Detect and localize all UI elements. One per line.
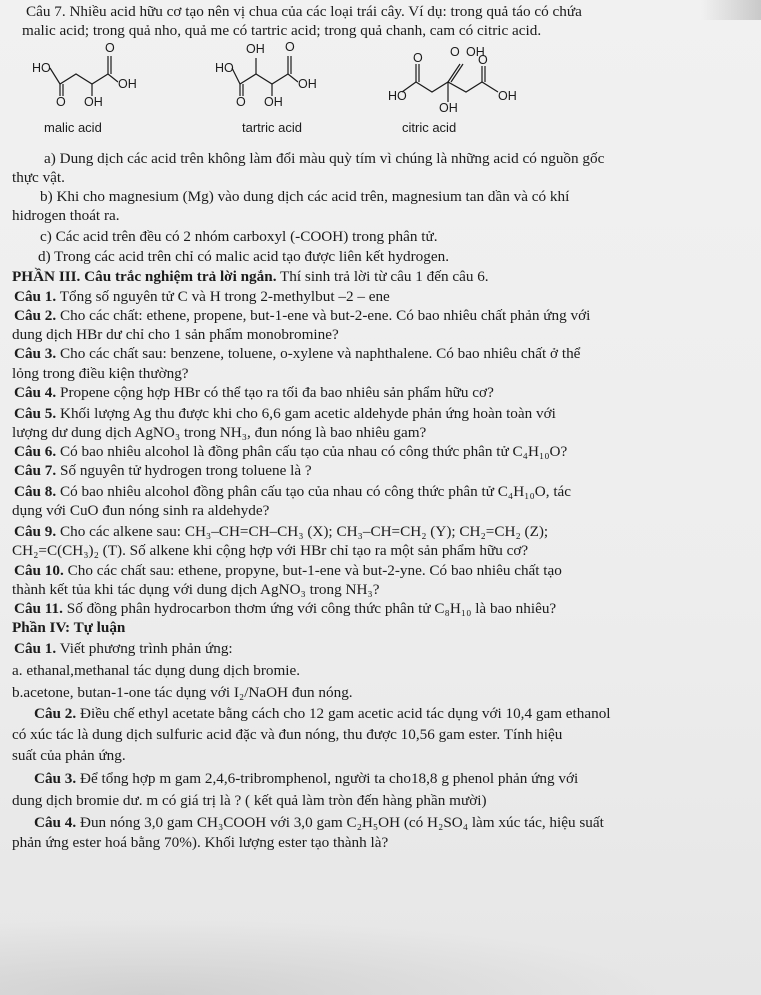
q7-statement-c: c) Các acid trên đều có 2 nhóm carboxyl (-COOH) trong phân tử. bbox=[40, 228, 438, 245]
part3-q2 bbox=[14, 307, 590, 325]
part3-q6 bbox=[14, 443, 567, 461]
part4-q2-cont: có xúc tác là dung dịch sulfuric acid đặc và đun nóng, thu được 10,56 gam ester. Tính hiệu bbox=[12, 726, 563, 743]
q7-statement-a: a) Dung dịch các acid trên không làm đổi màu quỳ tím vì chúng là những acid có nguồn gốc bbox=[44, 150, 605, 167]
citric-top-o-label: O bbox=[450, 45, 460, 59]
part3-q2-cont: dung dịch HBr dư chỉ cho 1 sản phẩm monobromine? bbox=[12, 326, 339, 343]
tartric-top-oh-label: OH bbox=[246, 42, 265, 56]
page-edge-shadow bbox=[701, 0, 761, 20]
part3-q7 bbox=[14, 462, 312, 480]
part3-q3-cont: lỏng trong điều kiện thường? bbox=[12, 365, 189, 382]
malic-right-oh-label: OH bbox=[118, 77, 137, 91]
tartric-ho-label: HO bbox=[215, 61, 234, 75]
q-number: Câu 4. bbox=[14, 384, 57, 401]
citric-acid-label: citric acid bbox=[402, 120, 457, 135]
part3-q5 bbox=[14, 405, 556, 423]
malic-ho-label: HO bbox=[32, 61, 51, 75]
q-number: Câu 1. bbox=[14, 640, 57, 657]
q-text: Viết phương trình phản ứng: bbox=[56, 640, 233, 657]
part3-q5-cont: lượng dư dung dịch AgNO₃ trong NH₃, đun nóng là bao nhiêu gam? bbox=[12, 424, 427, 441]
part3-q4 bbox=[14, 384, 494, 402]
q-number: Câu 10. bbox=[14, 562, 64, 579]
q-number: Câu 7. bbox=[14, 462, 57, 479]
part3-q8-cont: dụng với CuO đun nóng sinh ra aldehyde? bbox=[12, 502, 270, 519]
q-number: Câu 8. bbox=[14, 483, 57, 500]
malic-acid-label: malic acid bbox=[44, 120, 102, 135]
q-text: Để tổng hợp m gam 2,4,6-tribromphenol, người ta cho18,8 g phenol phản ứng với bbox=[76, 770, 579, 787]
q-text: Điều chế ethyl acetate bằng cách cho 12 gam acetic acid tác dụng với 10,4 gam ethanol bbox=[76, 705, 611, 722]
tartric-o-label: O bbox=[236, 95, 246, 109]
q7-intro-line1 bbox=[26, 3, 582, 21]
tartric-acid-label: tartric acid bbox=[242, 120, 302, 135]
part4-q1-b: b.acetone, butan-1-one tác dụng với I₂/NaOH đun nóng. bbox=[12, 684, 353, 701]
part4-q3-cont: dung dịch bromie dư. m có giá trị là ? ( kết quả làm tròn đến hàng phần mười) bbox=[12, 792, 487, 809]
part3-heading-line bbox=[12, 268, 489, 286]
part3-q3 bbox=[14, 345, 580, 363]
q-text: Cho các chất sau: ethene, propyne, but-1-ene và but-2-yne. Có bao nhiêu chất tạo bbox=[63, 562, 562, 579]
citric-ho-label: HO bbox=[388, 89, 407, 103]
part3-q9 bbox=[14, 523, 548, 541]
tartric-acid-structure bbox=[232, 56, 298, 96]
q-number: Câu 3. bbox=[14, 345, 57, 362]
citric-acid-structure bbox=[402, 64, 498, 102]
part4-heading: Phần IV: Tự luận bbox=[12, 619, 126, 636]
q-text: Có bao nhiêu alcohol đồng phân cấu tạo của nhau có công thức phân tử C₄H₁₀O, tác bbox=[56, 483, 572, 500]
q-text: Cho các alkene sau: CH₃–CH=CH–CH₃ (X); CH₃–CH=CH₂ (Y); CH₂=CH₂ (Z); bbox=[56, 523, 549, 540]
q-text: Số đồng phân hydrocarbon thơm ứng với công thức phân tử C₈H₁₀ là bao nhiêu? bbox=[62, 600, 557, 617]
q-text: Có bao nhiêu alcohol là đồng phân cấu tạo của nhau có công thức phân tử C₄H₁₀O? bbox=[56, 443, 568, 460]
q-text: Khối lượng Ag thu được khi cho 6,6 gam acetic aldehyde phản ứng hoàn toàn với bbox=[56, 405, 556, 422]
part3-q8 bbox=[14, 483, 571, 501]
part3-heading: PHẦN III. Câu trắc nghiệm trả lời ngắn. bbox=[12, 268, 277, 285]
q7-intro-text: Câu 7. Nhiều acid hữu cơ tạo nên vị chua của các loại trái cây. Ví dụ: trong quả táo có chứa bbox=[26, 3, 582, 20]
q7-statement-b: b) Khi cho magnesium (Mg) vào dung dịch các acid trên, magnesium tan dần và có khí bbox=[40, 188, 570, 205]
part4-q4-cont: phản ứng ester hoá bằng 70%). Khối lượng ester tạo thành là? bbox=[12, 834, 389, 851]
part3-q10 bbox=[14, 562, 562, 580]
part3-instruction: Thí sinh trả lời từ câu 1 đến câu 6. bbox=[276, 268, 489, 285]
q-number: Câu 2. bbox=[34, 705, 77, 722]
part3-q1 bbox=[14, 288, 390, 306]
citric-right-o-label: O bbox=[478, 53, 488, 67]
q-text: Số nguyên tử hydrogen trong toluene là ? bbox=[56, 462, 312, 479]
q7-statement-d: d) Trong các acid trên chỉ có malic acid tạo được liên kết hydrogen. bbox=[38, 248, 450, 265]
q7-statement-b-cont: hidrogen thoát ra. bbox=[12, 207, 120, 224]
q-number: Câu 11. bbox=[14, 600, 63, 617]
part3-q10-cont: thành kết tủa khi tác dụng với dung dịch AgNO₃ trong NH₃? bbox=[12, 581, 380, 598]
part3-q9-cont: CH₂=C(CH₃)₂ (T). Số alkene khi cộng hợp với HBr chỉ tạo ra một sản phẩm hữu cơ? bbox=[12, 542, 529, 559]
part4-q1-a: a. ethanal,methanal tác dụng dung dịch bromie. bbox=[12, 662, 301, 679]
part4-q3 bbox=[34, 770, 578, 788]
malic-acid-structure bbox=[50, 56, 118, 96]
acid-structures bbox=[20, 38, 580, 136]
tartric-right-oh-label: OH bbox=[298, 77, 317, 91]
part3-q11 bbox=[14, 600, 556, 618]
citric-left-o-label: O bbox=[413, 51, 423, 65]
citric-top-oh-label: OH bbox=[466, 45, 485, 59]
q-text: Đun nóng 3,0 gam CH₃COOH với 3,0 gam C₂H₅OH (có H₂SO₄ làm xúc tác, hiệu suất bbox=[76, 814, 604, 831]
part4-q4 bbox=[34, 814, 604, 832]
part4-q1 bbox=[14, 640, 233, 658]
part4-q2-cont2: suất của phản ứng. bbox=[12, 747, 126, 764]
tartric-oh-label: OH bbox=[264, 95, 283, 109]
q-text: Tổng số nguyên tử C và H trong 2-methylbut –2 – ene bbox=[56, 288, 390, 305]
q-text: Propene cộng hợp HBr có thể tạo ra tối đa bao nhiêu sản phẩm hữu cơ? bbox=[56, 384, 494, 401]
q-text: Cho các chất sau: benzene, toluene, o-xylene và naphthalene. Có bao nhiêu chất ở thể bbox=[56, 345, 581, 362]
q-number: Câu 3. bbox=[34, 770, 77, 787]
q7-intro-line2: malic acid; trong quả nho, quả me có tartric acid; trong quả chanh, cam có citric acid. bbox=[22, 22, 542, 39]
q-number: Câu 6. bbox=[14, 443, 57, 460]
q-number: Câu 9. bbox=[14, 523, 57, 540]
page-bottom-shadow bbox=[0, 905, 761, 995]
q-number: Câu 5. bbox=[14, 405, 57, 422]
tartric-top-o-label: O bbox=[285, 40, 295, 54]
q-number: Câu 1. bbox=[14, 288, 57, 305]
malic-top-o-label: O bbox=[105, 41, 115, 55]
malic-o-label: O bbox=[56, 95, 66, 109]
citric-oh-label: OH bbox=[439, 101, 458, 115]
citric-right-oh-label: OH bbox=[498, 89, 517, 103]
part4-q2 bbox=[34, 705, 611, 723]
q7-statement-a-cont: thực vật. bbox=[12, 169, 65, 186]
q-number: Câu 2. bbox=[14, 307, 57, 324]
q-text: Cho các chất: ethene, propene, but-1-ene và but-2-ene. Có bao nhiêu chất phản ứng với bbox=[56, 307, 591, 324]
malic-oh-label: OH bbox=[84, 95, 103, 109]
q-number: Câu 4. bbox=[34, 814, 77, 831]
